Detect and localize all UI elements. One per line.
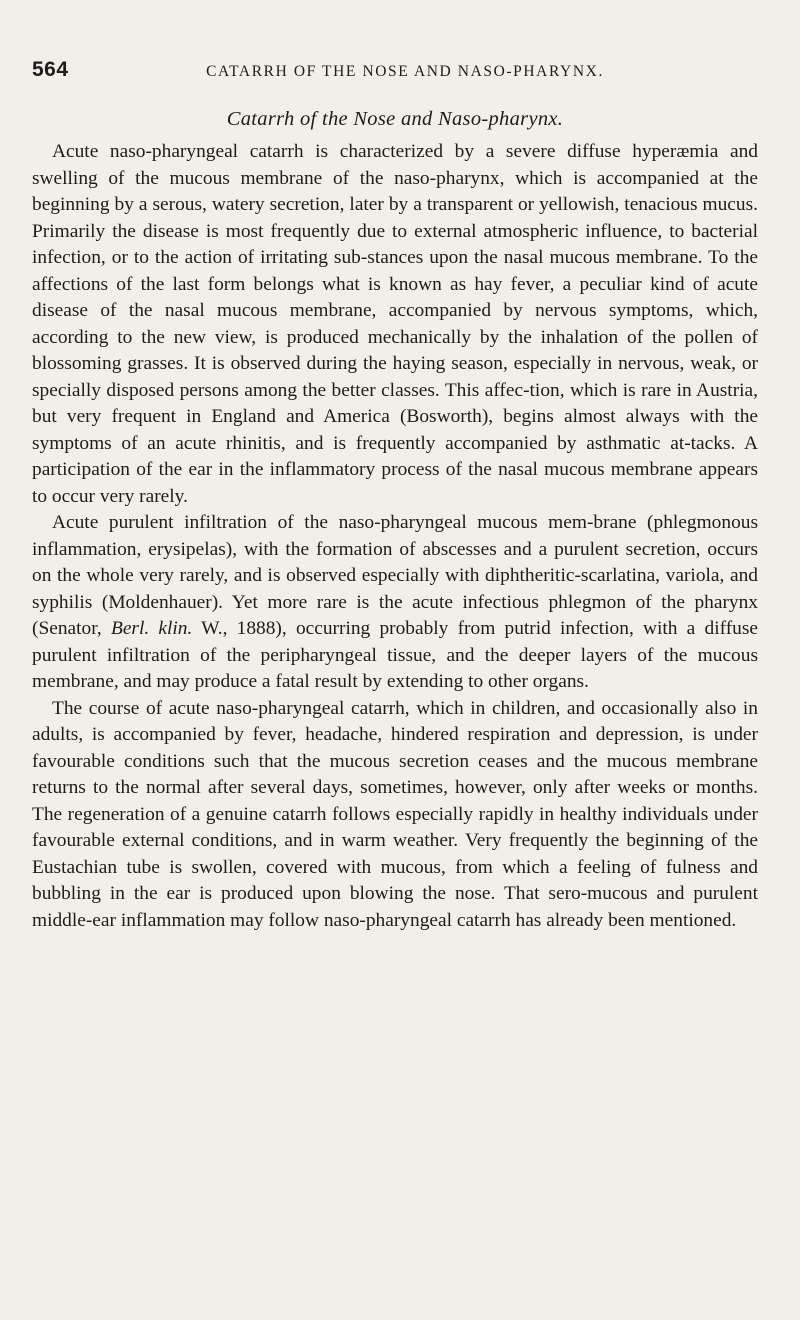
page-number: 564 [32,58,69,81]
section-title: Catarrh of the Nose and Naso-pharynx. [226,108,564,130]
paragraph-text-before-citation: Acute purulent infiltration of the naso-pharyngeal mucous mem-brane (phlegmonous inflammation, erysipelas), with the formation of abscesses and a purulent secretion, occurs on the whole very rarely, and is observed especially with diphtheritic-scarlatina, variola, and syphilis (Moldenhauer). Yet more rare is the acute infectious phlegmon of the pharynx (Senator, [32,512,758,639]
paragraph-text-after-citation: W., 1888), occurring probably from putrid infection, with a diffuse purulent infiltration of the peripharyngeal tissue, and the deeper layers of the mucous membrane, and may produce a fatal result by extending to other organs. [32,618,758,692]
running-header [32,58,758,98]
paragraph-course-of-catarrh: The course of acute naso-pharyngeal catarrh, which in children, and occasionally also in adults, is accompanied by fever, headache, hindered respiration and depression, is under favourable conditions such that the mucous secretion ceases and the mucous membrane returns to the normal after several days, sometimes, however, only after weeks or months. The regeneration of a genuine catarrh follows especially rapidly in healthy individuals under favourable external conditions, and in warm weather. Very frequently the beginning of the Eustachian tube is swollen, covered with mucous, from which a feeling of fulness and bubbling in the ear is produced upon blowing the nose. That sero-mucous and purulent middle-ear inflammation may follow naso-pharyngeal catarrh has already been mentioned. [32,697,758,931]
paragraph-hay-fever: Acute naso-pharyngeal catarrh is characterized by a severe diffuse hyperæmia and swelling of the mucous membrane of the naso-pharynx, which is accompanied at the beginning by a serous, watery secretion, later by a transparent or yellowish, tenacious mucus. Primarily the disease is most frequently due to external atmospheric influence, to bacterial infection, or to the action of irritating sub-stances upon the nasal mucous membrane. To the affections of the last form belongs what is known as hay fever, a peculiar kind of acute disease of the nasal mucous membrane, accompanied by nervous symptoms, which, according to the new view, is produced mechanically by the inhalation of the pollen of blossoming grasses. It is observed during the haying season, especially in nervous, weak, or specially disposed persons among the better classes. This affec-tion, which is rare in Austria, but very frequent in England and America (Bosworth), begins almost always with the symptoms of an acute rhinitis, and is frequently accompanied by asthmatic at-tacks. A participation of the ear in the inflammatory process of the nasal mucous membrane appears to occur very rarely. [32,141,758,507]
running-title: CATARRH OF THE NOSE AND NASO-PHARYNX. [206,63,604,80]
paragraph-purulent-infiltration [32,510,758,696]
journal-citation: Berl. klin. [110,618,193,639]
book-page [32,58,758,934]
